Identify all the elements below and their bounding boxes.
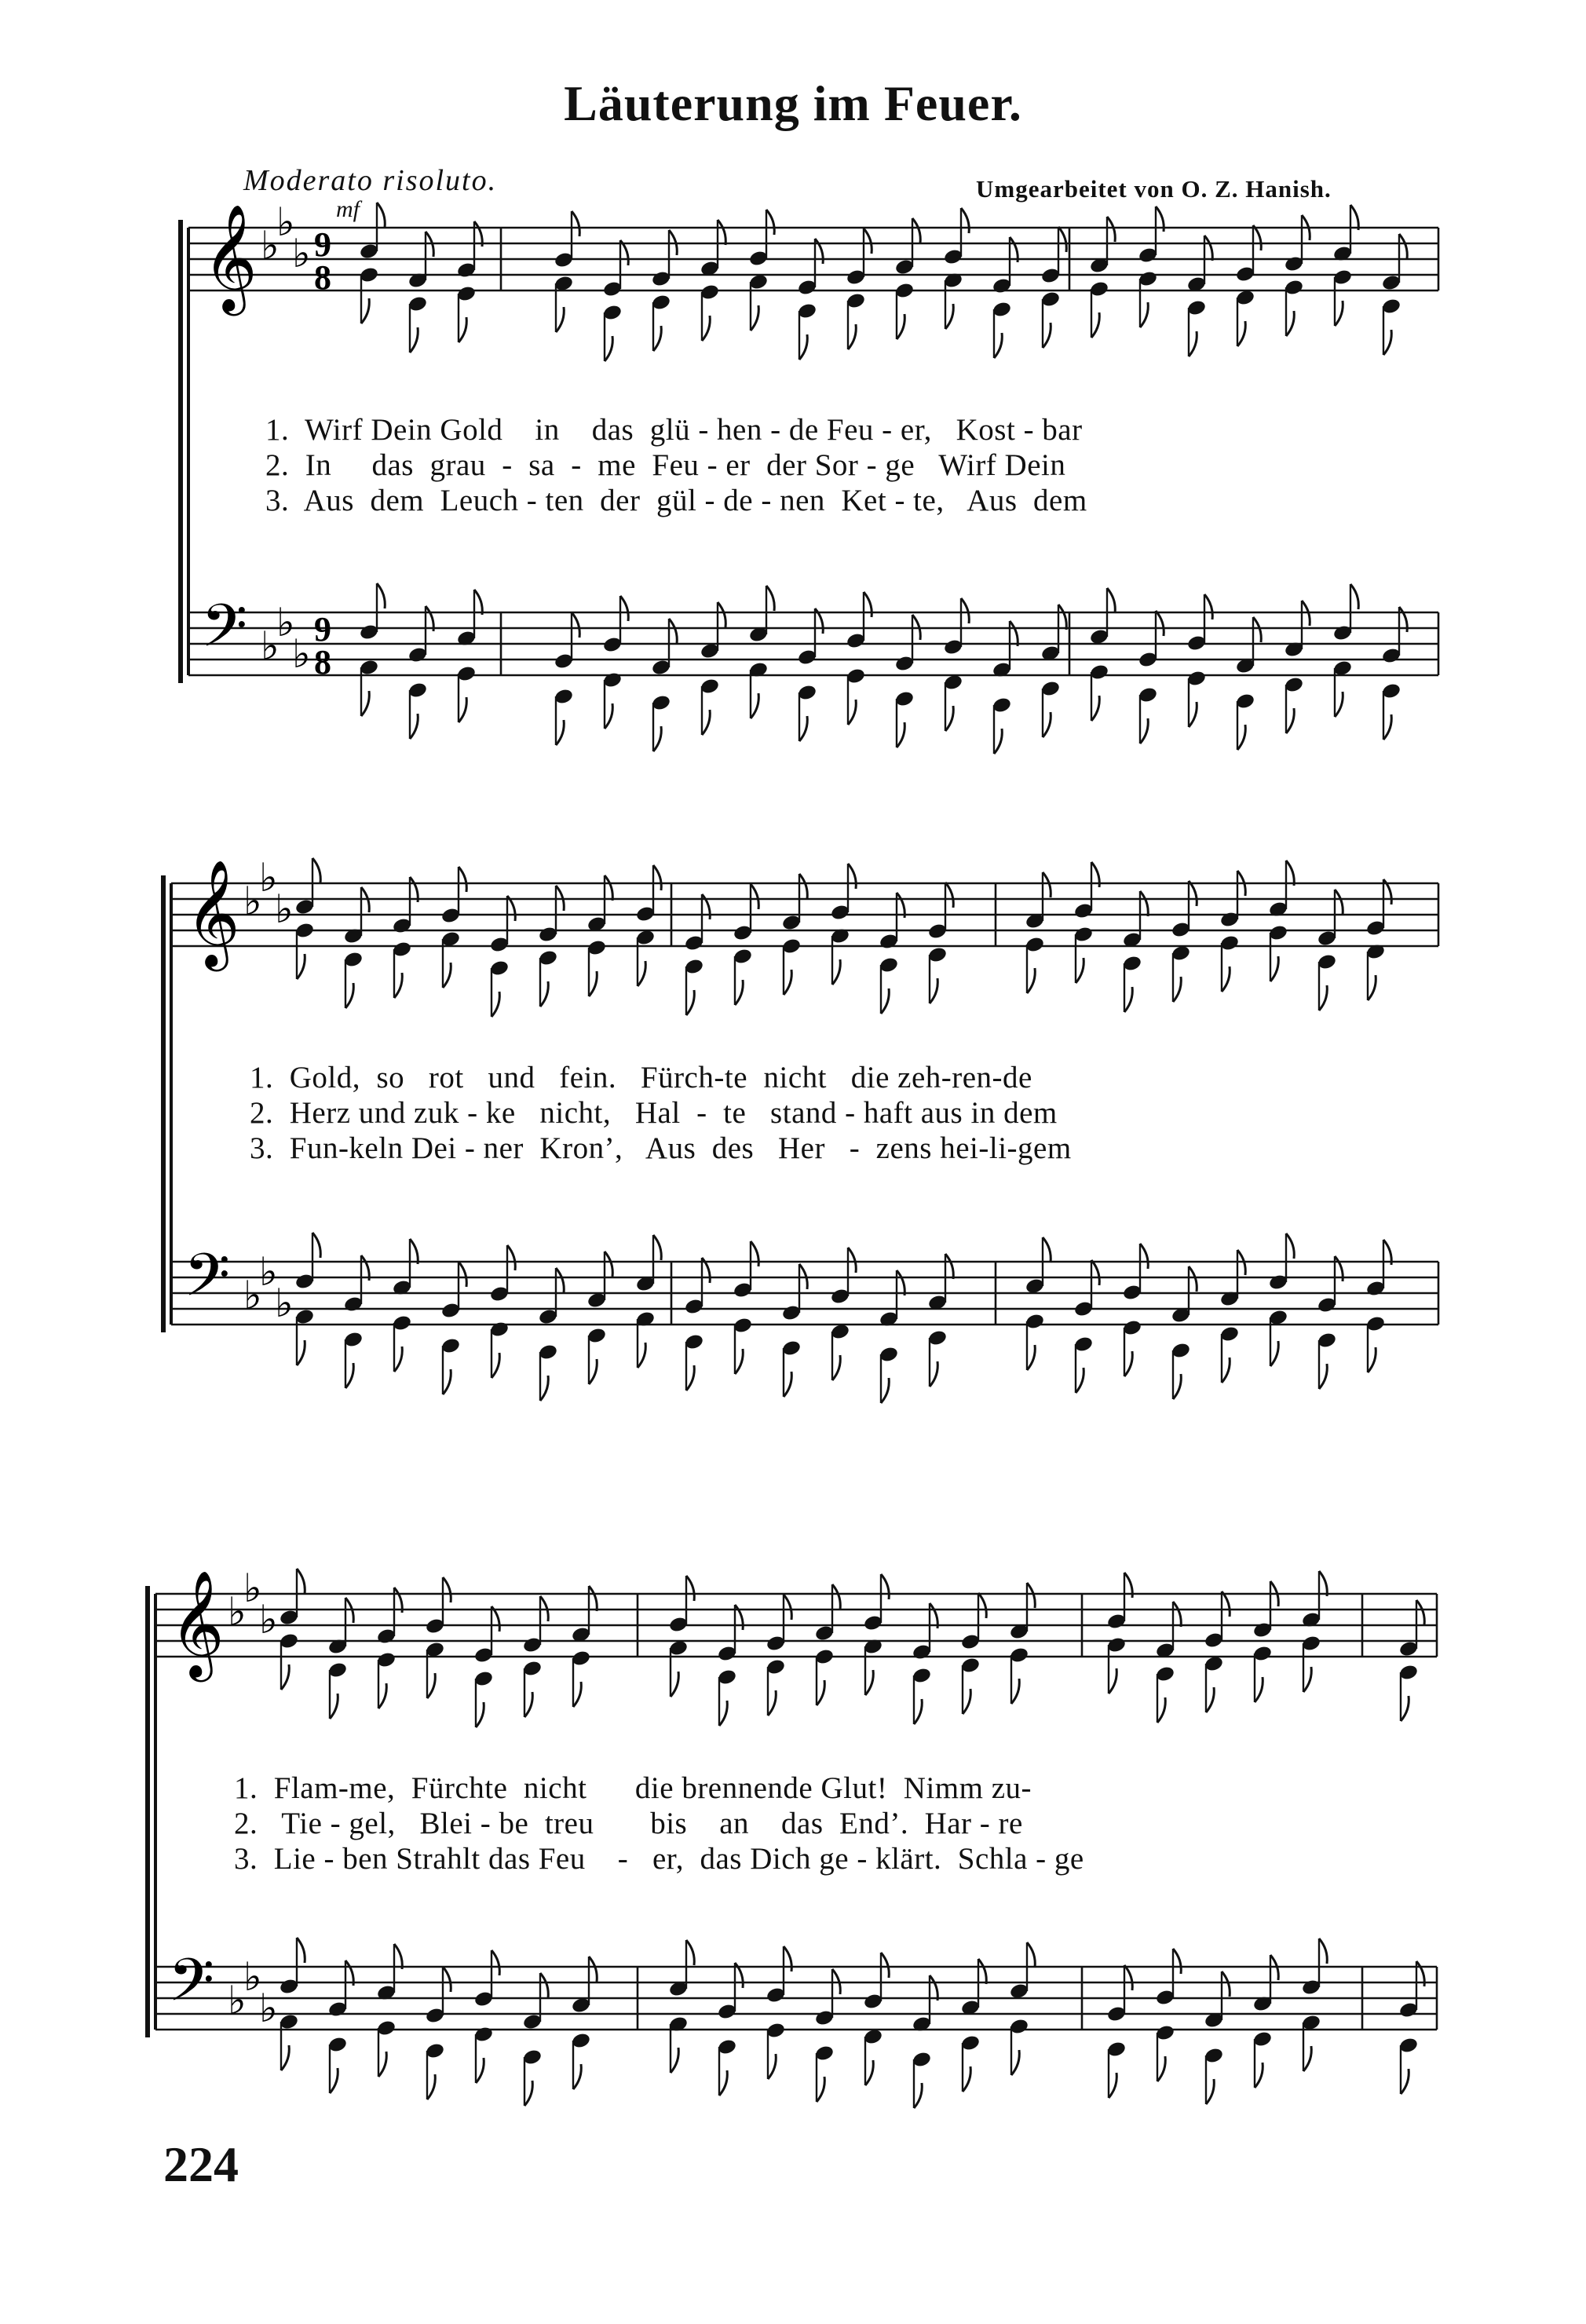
note-flag: [1368, 1347, 1376, 1372]
flat-icon: ♭: [259, 855, 278, 901]
note-flag: [605, 703, 612, 729]
note-flag: [1416, 1600, 1424, 1625]
note-flag: [702, 710, 710, 735]
note-flag: [1237, 321, 1245, 346]
note-flag: [1335, 890, 1343, 915]
note-flag: [556, 1268, 564, 1293]
note-flag: [377, 583, 385, 608]
lyric-line-2-verse-1: 1. Gold, so rot und fein. Fürch-te nicht die zeh-ren-de: [250, 1061, 1032, 1094]
note-flag: [799, 874, 807, 899]
flat-icon: ♭: [243, 879, 262, 924]
treble-clef-icon: 𝄞: [170, 1569, 225, 1677]
note-flag: [1206, 1687, 1214, 1712]
note-flag: [653, 726, 661, 751]
flat-icon: ♭: [243, 1273, 262, 1318]
page-title: Läuterung im Feuer.: [564, 75, 1022, 131]
note-flag: [540, 1376, 548, 1401]
note-flag: [784, 1372, 791, 1397]
note-flag: [719, 1701, 727, 1726]
note-flag: [1124, 987, 1132, 1012]
time-signature-numerator: 9: [314, 225, 331, 264]
note-flag: [1027, 1583, 1035, 1608]
note-flag: [1157, 2056, 1165, 2081]
lyric-line-1-verse-1: 1. Wirf Dein Gold in das glü - hen - de Feu - er, Kost - bar: [265, 413, 1083, 447]
note-flag: [345, 1363, 353, 1388]
lyric-line-3-verse-1: 1. Flam-me, Fürchte nicht die brennende Glut! Nimm zu-: [234, 1771, 1032, 1805]
note-flag: [881, 1378, 889, 1403]
page-number: 224: [163, 2136, 239, 2192]
note-flag: [524, 2081, 532, 2106]
note-flag: [735, 1349, 743, 1374]
note-flag: [1011, 2050, 1019, 2075]
note-flag: [686, 1576, 694, 1601]
note-flag: [1173, 977, 1181, 1002]
note-flag: [556, 307, 564, 332]
note-flag: [766, 210, 774, 235]
note-flag: [1076, 1368, 1084, 1393]
note-flag: [881, 1953, 889, 1978]
note-flag: [572, 211, 579, 236]
lyric-line-2-verse-2: 2. Herz und zuk - ke nicht, Hal - te stand - haft aus in dem: [250, 1096, 1058, 1130]
note-flag: [605, 336, 612, 361]
note-flag: [1286, 311, 1294, 336]
note-flag: [914, 2083, 922, 2108]
note-flag: [377, 203, 385, 228]
note-flag: [1204, 594, 1212, 619]
note-flag: [784, 1595, 791, 1620]
note-flag: [1173, 1602, 1181, 1627]
note-flag: [1253, 225, 1261, 250]
note-flag: [556, 720, 564, 745]
note-flag: [1043, 872, 1051, 897]
note-flag: [1140, 718, 1148, 744]
note-flag: [638, 1343, 645, 1368]
note-flag: [1350, 205, 1358, 230]
note-flag: [1076, 958, 1084, 983]
bass-clef-icon: 𝄢: [168, 1946, 215, 2030]
note-flag: [978, 1593, 986, 1618]
note-flag: [718, 602, 725, 627]
lyric-line-3-verse-3: 3. Lie - ben Strahlt das Feu - er, das Dich ge - klärt. Schla - ge: [234, 1842, 1084, 1876]
note-flag: [572, 612, 579, 638]
note-flag: [1319, 1364, 1327, 1389]
note-flag: [686, 1940, 694, 1965]
note-flag: [443, 1577, 451, 1602]
note-flag: [1319, 985, 1327, 1010]
note-flag: [930, 1975, 937, 2001]
note-flag: [912, 218, 920, 243]
flat-icon: ♭: [259, 1249, 278, 1295]
note-flag: [751, 693, 758, 718]
note-flag: [297, 1340, 305, 1365]
note-flag: [1222, 1591, 1230, 1617]
note-flag: [865, 2060, 873, 2085]
lyric-line-2-verse-3: 3. Fun-keln Dei - ner Kron’, Aus des Her - zens hei-li-gem: [250, 1131, 1072, 1165]
note-flag: [507, 1245, 515, 1270]
note-flag: [394, 973, 402, 998]
flat-icon: ♭: [276, 199, 295, 245]
note-flag: [1335, 692, 1343, 717]
time-signature-numerator: 9: [314, 610, 331, 649]
note-flag: [1189, 702, 1197, 727]
note-flag: [492, 992, 499, 1017]
note-flag: [799, 716, 807, 741]
note-flag: [476, 2058, 484, 2083]
flat-icon: ♭: [275, 886, 294, 932]
note-flag: [686, 990, 694, 1015]
lyric-line-3-verse-2: 2. Tie - gel, Blei - be treu bis an das End’. Har - re: [234, 1807, 1023, 1840]
note-flag: [766, 586, 774, 611]
note-flag: [492, 1353, 499, 1378]
time-signature-denominator: 8: [314, 643, 331, 681]
note-flag: [978, 1959, 986, 1984]
note-flag: [1189, 331, 1197, 356]
bass-staff: [155, 1967, 1437, 2030]
note-flag: [589, 1957, 597, 1982]
flat-icon: ♭: [228, 1978, 247, 2023]
note-flag: [1157, 1697, 1165, 1723]
note-flag: [361, 298, 369, 323]
note-flag: [297, 1938, 305, 1963]
note-flag: [427, 2074, 435, 2099]
note-flag: [653, 326, 661, 351]
note-flag: [1368, 975, 1376, 1000]
note-flag: [1237, 725, 1245, 750]
note-flag: [914, 1699, 922, 1724]
note-flag: [524, 1692, 532, 1717]
note-flag: [297, 1569, 305, 1594]
note-flag: [1270, 1341, 1278, 1366]
note-flag: [1270, 956, 1278, 981]
note-flag: [848, 324, 856, 349]
note-flag: [1206, 2079, 1214, 2104]
note-flag: [1043, 712, 1051, 737]
note-flag: [963, 2066, 970, 2092]
note-flag: [961, 598, 969, 623]
note-flag: [1043, 1237, 1051, 1262]
note-flag: [1401, 2069, 1409, 2094]
note-flag: [1140, 891, 1148, 916]
note-flag: [443, 963, 451, 988]
note-flag: [864, 228, 872, 254]
note-flag: [1222, 1971, 1230, 1997]
note-flag: [1173, 1949, 1181, 1974]
note-flag: [751, 884, 758, 909]
note-flag: [719, 2070, 727, 2096]
note-flag: [1255, 2063, 1263, 2088]
note-flag: [1027, 1942, 1035, 1968]
note-flag: [459, 1262, 466, 1287]
note-flag: [1107, 588, 1115, 613]
note-flag: [474, 590, 482, 615]
note-flag: [994, 729, 1002, 754]
note-flag: [378, 2052, 386, 2077]
note-flag: [1383, 714, 1391, 740]
note-flag: [1010, 621, 1018, 646]
note-flag: [638, 961, 645, 986]
note-flag: [817, 2077, 824, 2102]
note-flag: [492, 1950, 499, 1975]
lyric-line-1-verse-2: 2. In das grau - sa - me Feu - er der Sor - ge Wirf Dein: [265, 448, 1066, 482]
note-flag: [832, 959, 840, 985]
note-flag: [589, 1359, 597, 1384]
note-flag: [799, 334, 807, 360]
note-flag: [669, 619, 677, 644]
note-flag: [573, 2064, 581, 2089]
flat-icon: ♭: [259, 1986, 278, 2031]
note-flag: [540, 1973, 548, 1998]
note-flag: [1058, 605, 1066, 630]
note-flag: [378, 1683, 386, 1708]
note-flag: [394, 1347, 402, 1372]
note-flag: [784, 970, 791, 995]
note-flag: [751, 305, 758, 331]
flat-icon: ♭: [261, 623, 280, 669]
note-flag: [1189, 1266, 1197, 1292]
tempo-marking: Moderato risoluto.: [243, 164, 498, 197]
treble-clef-icon: 𝄞: [203, 203, 258, 311]
note-flag: [1286, 708, 1294, 733]
note-flag: [297, 954, 305, 979]
note-flag: [702, 316, 710, 341]
note-flag: [1335, 301, 1343, 326]
note-flag: [1027, 968, 1035, 993]
note-flag: [881, 988, 889, 1014]
note-flag: [443, 1369, 451, 1394]
note-flag: [1303, 2046, 1311, 2071]
note-flag: [1124, 1351, 1132, 1376]
note-flag: [1173, 1374, 1181, 1399]
note-flag: [1319, 1571, 1327, 1596]
note-flag: [817, 1680, 824, 1705]
bass-clef-icon: 𝄢: [201, 591, 248, 675]
note-flag: [994, 333, 1002, 358]
note-flag: [881, 1574, 889, 1599]
note-flag: [1058, 227, 1066, 252]
note-flag: [897, 1270, 904, 1295]
note-flag: [427, 1673, 435, 1698]
note-flag: [930, 1361, 937, 1387]
note-flag: [1399, 234, 1407, 259]
note-flag: [735, 980, 743, 1005]
flat-icon: ♭: [228, 1589, 247, 1635]
note-flag: [832, 1584, 840, 1610]
note-flag: [1091, 312, 1099, 338]
note-flag: [1107, 217, 1115, 242]
note-flag: [312, 858, 320, 883]
note-flag: [897, 314, 904, 339]
note-flag: [589, 1586, 597, 1611]
flat-icon: ♭: [261, 223, 280, 269]
note-flag: [848, 700, 856, 725]
note-flag: [945, 304, 953, 329]
note-flag: [589, 971, 597, 996]
note-flag: [718, 220, 725, 245]
note-flag: [945, 882, 953, 908]
note-flag: [620, 596, 628, 621]
treble-clef-icon: 𝄞: [185, 858, 240, 967]
note-flag: [1401, 1696, 1409, 1721]
note-flag: [312, 1233, 320, 1258]
note-flag: [1156, 611, 1164, 636]
note-flag: [848, 1248, 856, 1273]
note-flag: [897, 722, 904, 747]
note-flag: [686, 1365, 694, 1390]
note-flag: [1383, 330, 1391, 355]
note-flag: [671, 2048, 678, 2073]
note-flag: [768, 2054, 776, 2079]
note-flag: [345, 983, 353, 1008]
flat-icon: ♭: [276, 600, 295, 645]
note-flag: [1109, 2073, 1116, 2098]
note-flag: [1255, 1677, 1263, 1702]
note-flag: [1011, 1679, 1019, 1704]
note-flag: [930, 978, 937, 1003]
note-flag: [330, 2068, 338, 2093]
note-flag: [1027, 1345, 1035, 1370]
note-flag: [410, 327, 418, 353]
dynamic-marking: mf: [336, 196, 360, 222]
note-flag: [459, 867, 466, 892]
note-flag: [573, 1682, 581, 1707]
note-flag: [1303, 1667, 1311, 1692]
note-flag: [848, 864, 856, 889]
note-flag: [865, 1670, 873, 1695]
note-flag: [1253, 617, 1261, 642]
note-flag: [1043, 323, 1051, 348]
note-flag: [945, 706, 953, 731]
flat-icon: ♭: [243, 1566, 262, 1611]
note-flag: [1140, 302, 1148, 327]
note-flag: [361, 691, 369, 716]
note-flag: [832, 1355, 840, 1380]
note-flag: [1319, 1938, 1327, 1964]
time-signature-denominator: 8: [314, 258, 331, 297]
note-flag: [330, 1694, 338, 1719]
note-flag: [768, 1690, 776, 1716]
note-flag: [540, 981, 548, 1007]
note-flag: [1286, 1233, 1294, 1259]
flat-icon: ♭: [243, 1954, 262, 2000]
note-flag: [443, 1967, 451, 1992]
note-flag: [410, 714, 418, 739]
note-flag: [459, 697, 466, 722]
note-flag: [1222, 967, 1230, 992]
note-flag: [1124, 1965, 1132, 1990]
note-flag: [1222, 1357, 1230, 1383]
flat-icon: ♭: [292, 231, 311, 276]
note-flag: [961, 208, 969, 233]
note-flag: [281, 1664, 289, 1690]
note-flag: [963, 1689, 970, 1714]
note-flag: [605, 875, 612, 901]
note-flag: [671, 1672, 678, 1697]
flat-icon: ♭: [259, 1597, 278, 1643]
note-flag: [1189, 881, 1197, 906]
note-flag: [281, 2045, 289, 2070]
flat-icon: ♭: [275, 1281, 294, 1326]
note-flag: [653, 1235, 661, 1260]
note-flag: [1286, 861, 1294, 886]
note-flag: [1204, 236, 1212, 261]
note-flag: [1140, 1244, 1148, 1269]
flat-icon: ♭: [292, 631, 311, 677]
bass-clef-icon: 𝄢: [184, 1241, 231, 1325]
treble-staff: [155, 1594, 1437, 1657]
note-flag: [945, 1254, 953, 1279]
note-flag: [410, 1239, 418, 1264]
lyric-line-1-verse-3: 3. Aus dem Leuch - ten der gül - de - nen Ket - te, Aus dem: [265, 484, 1087, 517]
note-flag: [394, 1944, 402, 1969]
note-flag: [459, 317, 466, 342]
note-flag: [605, 1252, 612, 1277]
arranger-credit: Umgearbeitet von O. Z. Hanish.: [976, 175, 1332, 203]
note-flag: [1091, 1260, 1099, 1285]
note-flag: [476, 1702, 484, 1727]
note-flag: [653, 865, 661, 890]
note-flag: [1091, 696, 1099, 721]
note-flag: [1109, 1668, 1116, 1694]
note-flag: [1350, 584, 1358, 609]
